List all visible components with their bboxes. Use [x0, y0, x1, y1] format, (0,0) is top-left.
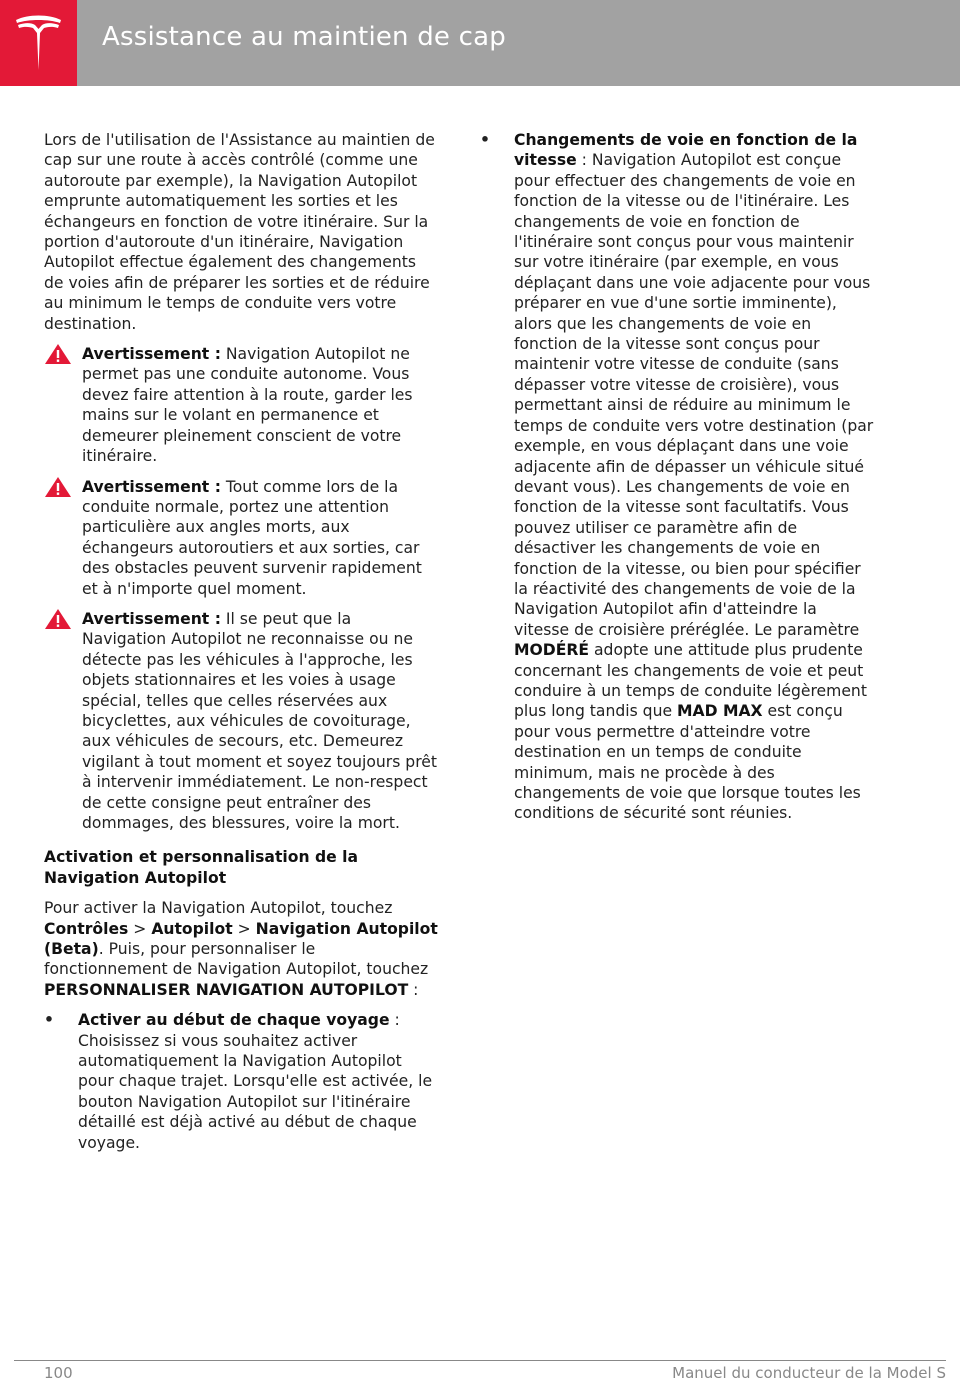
- setting-mad-max: MAD MAX: [677, 702, 763, 721]
- warning-icon: [44, 476, 72, 498]
- menu-path-autopilot: Autopilot: [151, 919, 233, 938]
- page-number: 100: [44, 1364, 73, 1382]
- menu-path-nav-autopilot: Navigation Autopilot (Beta): [44, 919, 438, 959]
- setting-moderate: MODÉRÉ: [514, 641, 590, 660]
- warning-text: Tout comme lors de la conduite normale, portez une attention particulière aux angles morts, aux échangeurs autoroutiers et aux sorties, car des obstacles peuvent survenir rapidement et à n'importe quel moment.: [82, 477, 422, 598]
- warning-icon: [44, 343, 72, 365]
- warning-block: [44, 344, 440, 466]
- bullet-label: Changements de voie en fonction de la vitesse: [514, 131, 858, 170]
- bullet-label: Activer au début de chaque voyage: [78, 1011, 390, 1030]
- page-title: Assistance au maintien de cap: [102, 22, 506, 52]
- list-item: [44, 1010, 440, 1153]
- menu-path-customize: PERSONNALISER NAVIGATION AUTOPILOT: [44, 980, 409, 999]
- tesla-logo-icon: [0, 0, 77, 86]
- intro-paragraph: Lors de l'utilisation de l'Assistance au maintien de cap sur une route à accès contrôlé (comme une autoroute par exemple), la Navigation Autopilot emprunte automatiquement les sorties et les échangeurs en fonction de votre itinéraire. Sur la portion d'autoroute d'un itinéraire, Navigation Autopilot effectue également des changements de voies afin de préparer les sorties et de réduire au minimum le temps de conduite vers votre destination.: [44, 131, 435, 333]
- bullet-text: : Choisissez si vous souhaitez activer automatiquement la Navigation Autopilot pour chaque trajet. Lorsqu'elle est activée, le bouton Navigation Autopilot sur l'itinéraire détaillé est déjà activé au début de chaque voyage.: [78, 1011, 433, 1152]
- activate-paragraph: Pour activer la Navigation Autopilot, touchez Contrôles > Autopilot > Navigation Autopilot (Beta). Puis, pour personnaliser le fonctionnement de Navigation Autopilot, touchez PERSONNALISER NAVIGATION AUTOPILOT :: [44, 899, 438, 999]
- warning-block: [44, 609, 440, 833]
- warning-text: Il se peut que la Navigation Autopilot ne reconnaisse ou ne détecte pas les véhicules à l'approche, les objets stationnaires et les voies à usage spécial, telles que celles réservées aux bicyclettes, aux véhicules de covoiturage, aux véhicules de secours, etc. Demeurez vigilant à tout moment et soyez toujours prêt à intervenir immédiatement. Le non-respect de cette consigne peut entraîner des dommages, des blessures, voire la mort.: [82, 609, 437, 832]
- warning-label: Avertissement :: [82, 345, 221, 364]
- warning-label: Avertissement :: [82, 477, 221, 496]
- warning-text: Navigation Autopilot ne permet pas une conduite autonome. Vous devez faire attention à la route, garder les mains sur le volant en permanence et demeurer pleinement conscient de votre itinéraire.: [82, 345, 413, 466]
- warning-block: [44, 477, 440, 599]
- warning-label: Avertissement :: [82, 609, 221, 628]
- footer-title: Manuel du conducteur de la Model S: [672, 1364, 946, 1382]
- section-heading: Activation et personnalisation de la Navigation Autopilot: [44, 848, 359, 887]
- list-item: • Changements de voie en fonction de la vitesse : Navigation Autopilot est conçue pour effectuer des changements de voie en fonction de la vitesse ou de l'itinéraire. Les changements de voie en fonction de l'itinéraire sont conçus pour vous maintenir sur votre itinéraire (par exemple, en vous déplaçant dans une voie adjacente pour vous préparer en vue d'une sortie imminente), alors que les changements de voie en fonction de la vitesse sont conçus pour maintenir votre vitesse de conduite (sans dépasser votre vitesse de croisière), vous permettant ainsi de réduire au minimum le temps de conduite vers votre destination (par exemple, en vous déplaçant dans une voie adjacente afin de dépasser un véhicule situé devant vous). Les changements de voie en fonction de la vitesse sont facultatifs. Vous pouvez utiliser ce paramètre afin de désactiver les changements de voie en fonction de la vitesse, ou bien pour spécifier la réactivité des changements de voie de la Navigation Autopilot afin d'atteindre la vitesse de croisière préréglée. Le paramètre MODÉRÉ adopte une attitude plus prudente concernant les changements de voie et peut conduire à un temps de conduite légèrement plus long tandis que MAD MAX est conçu pour vous permettre d'atteindre votre destination en un temps de conduite minimum, mais ne procède à des changements de voie que lorsque toutes les conditions de sécurité sont réunies.: [480, 131, 874, 823]
- warning-icon: [44, 608, 72, 630]
- page-header: [0, 0, 960, 86]
- menu-path-controls: Contrôles: [44, 919, 129, 938]
- bullet-dot: •: [480, 131, 490, 149]
- left-column: [44, 130, 440, 1163]
- right-column: [480, 130, 876, 834]
- footer-divider: [14, 1360, 946, 1361]
- bullet-dot: •: [44, 1011, 54, 1030]
